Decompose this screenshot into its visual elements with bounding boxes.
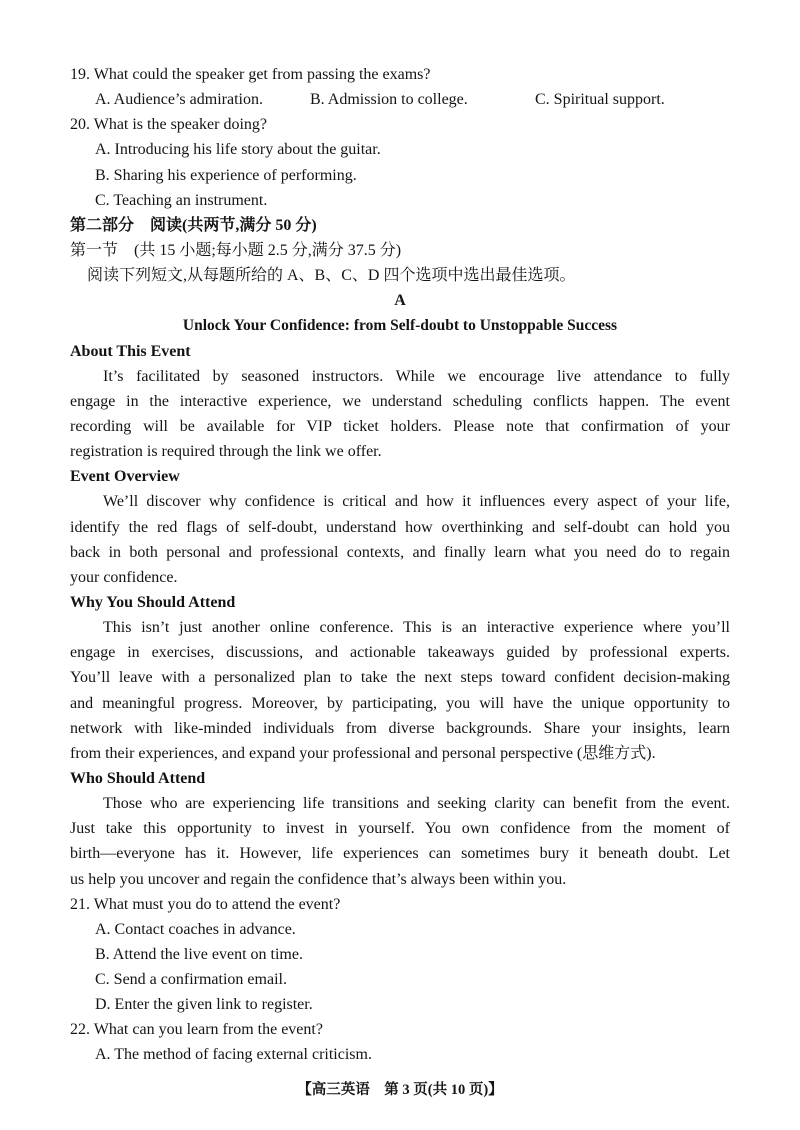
section-heading: Event Overview	[70, 468, 180, 486]
question-21-option-d: D. Enter the given link to register.	[95, 996, 313, 1014]
question-20-option-c: C. Teaching an instrument.	[95, 191, 268, 209]
passage-line: engage in exercises, discussions, and actionable takeaways guided by professional experts.	[70, 644, 730, 662]
passage-line: us help you uncover and regain the confidence that’s always been within you.	[70, 870, 567, 888]
section-heading: Who Should Attend	[70, 769, 206, 787]
passage-line: This isn’t just another online conference. This is an interactive experience where you’ll	[103, 619, 730, 637]
question-20-option-a: A. Introducing his life story about the guitar.	[95, 141, 381, 159]
question-19-stem: 19. What could the speaker get from passing the exams?	[70, 66, 431, 83]
passage-line: network with like-minded individuals from diverse backgrounds. Share your insights, learn	[70, 719, 730, 737]
question-19-option-c: C. Spiritual support.	[535, 91, 665, 109]
section-heading: Why You Should Attend	[70, 593, 236, 611]
question-21-stem: 21. What must you do to attend the event?	[70, 895, 341, 913]
section-title: 第一节 (共 15 小题;每小题 2.5 分,满分 37.5 分)	[70, 241, 402, 259]
passage-line: birth—everyone has it. However, life experiences can sometimes bury it beneath doubt. Let	[70, 845, 730, 863]
passage-line: back in both personal and professional contexts, and finally learn what you need do to regain	[70, 543, 730, 561]
passage-line: registration is required through the link we offer.	[70, 443, 382, 461]
passage-line: Just take this opportunity to invest in yourself. You own confidence from the moment of	[70, 820, 730, 838]
section-heading: About This Event	[70, 342, 191, 360]
part-title: 第二部分 阅读(共两节,满分 50 分)	[70, 216, 317, 234]
passage-line: from their experiences, and expand your professional and personal perspective (思维方式).	[70, 744, 656, 762]
question-19-option-a: A. Audience’s admiration.	[95, 91, 263, 109]
question-20-option-b: B. Sharing his experience of performing.	[95, 166, 357, 184]
page-content	[70, 62, 730, 1068]
passage-title: Unlock Your Confidence: from Self-doubt to Unstoppable Success	[182, 317, 618, 335]
question-21-option-b: B. Attend the live event on time.	[95, 945, 303, 963]
question-21-option-a: A. Contact coaches in advance.	[95, 920, 296, 938]
instruction-text: 阅读下列短文,从每题所给的 A、B、C、D 四个选项中选出最佳选项。	[87, 267, 576, 285]
passage-line: your confidence.	[70, 568, 178, 586]
question-22-option-a: A. The method of facing external criticism.	[95, 1046, 372, 1064]
question-21-option-c: C. Send a confirmation email.	[95, 971, 287, 989]
passage-line: engage in the interactive experience, we understand scheduling conflicts happen. The event	[70, 392, 730, 410]
question-20-stem: 20. What is the speaker doing?	[70, 116, 267, 134]
passage-line: It’s facilitated by seasoned instructors. While we encourage live attendance to fully	[103, 367, 730, 385]
question-19-options	[70, 87, 730, 112]
passage-line: Those who are experiencing life transitions and seeking clarity can benefit from the event.	[103, 795, 730, 813]
passage-line: recording will be available for VIP ticket holders. Please note that confirmation of your	[70, 417, 730, 435]
passage-line: and meaningful progress. Moreover, by participating, you will have the unique opportunity to	[70, 694, 730, 712]
page-footer: 【高三英语 第 3 页(共 10 页)】	[297, 1082, 503, 1098]
passage-line: We’ll discover why confidence is critical and how it influences every aspect of your life,	[103, 493, 730, 511]
question-22-stem: 22. What can you learn from the event?	[70, 1021, 323, 1039]
question-19-option-b: B. Admission to college.	[310, 91, 468, 109]
passage-line: identify the red flags of self-doubt, understand how overthinking and self-doubt can hold you	[70, 518, 730, 536]
passage-line: You’ll leave with a personalized plan to take the next steps toward confident decision-making	[70, 669, 730, 687]
passage-letter: A	[394, 292, 406, 310]
